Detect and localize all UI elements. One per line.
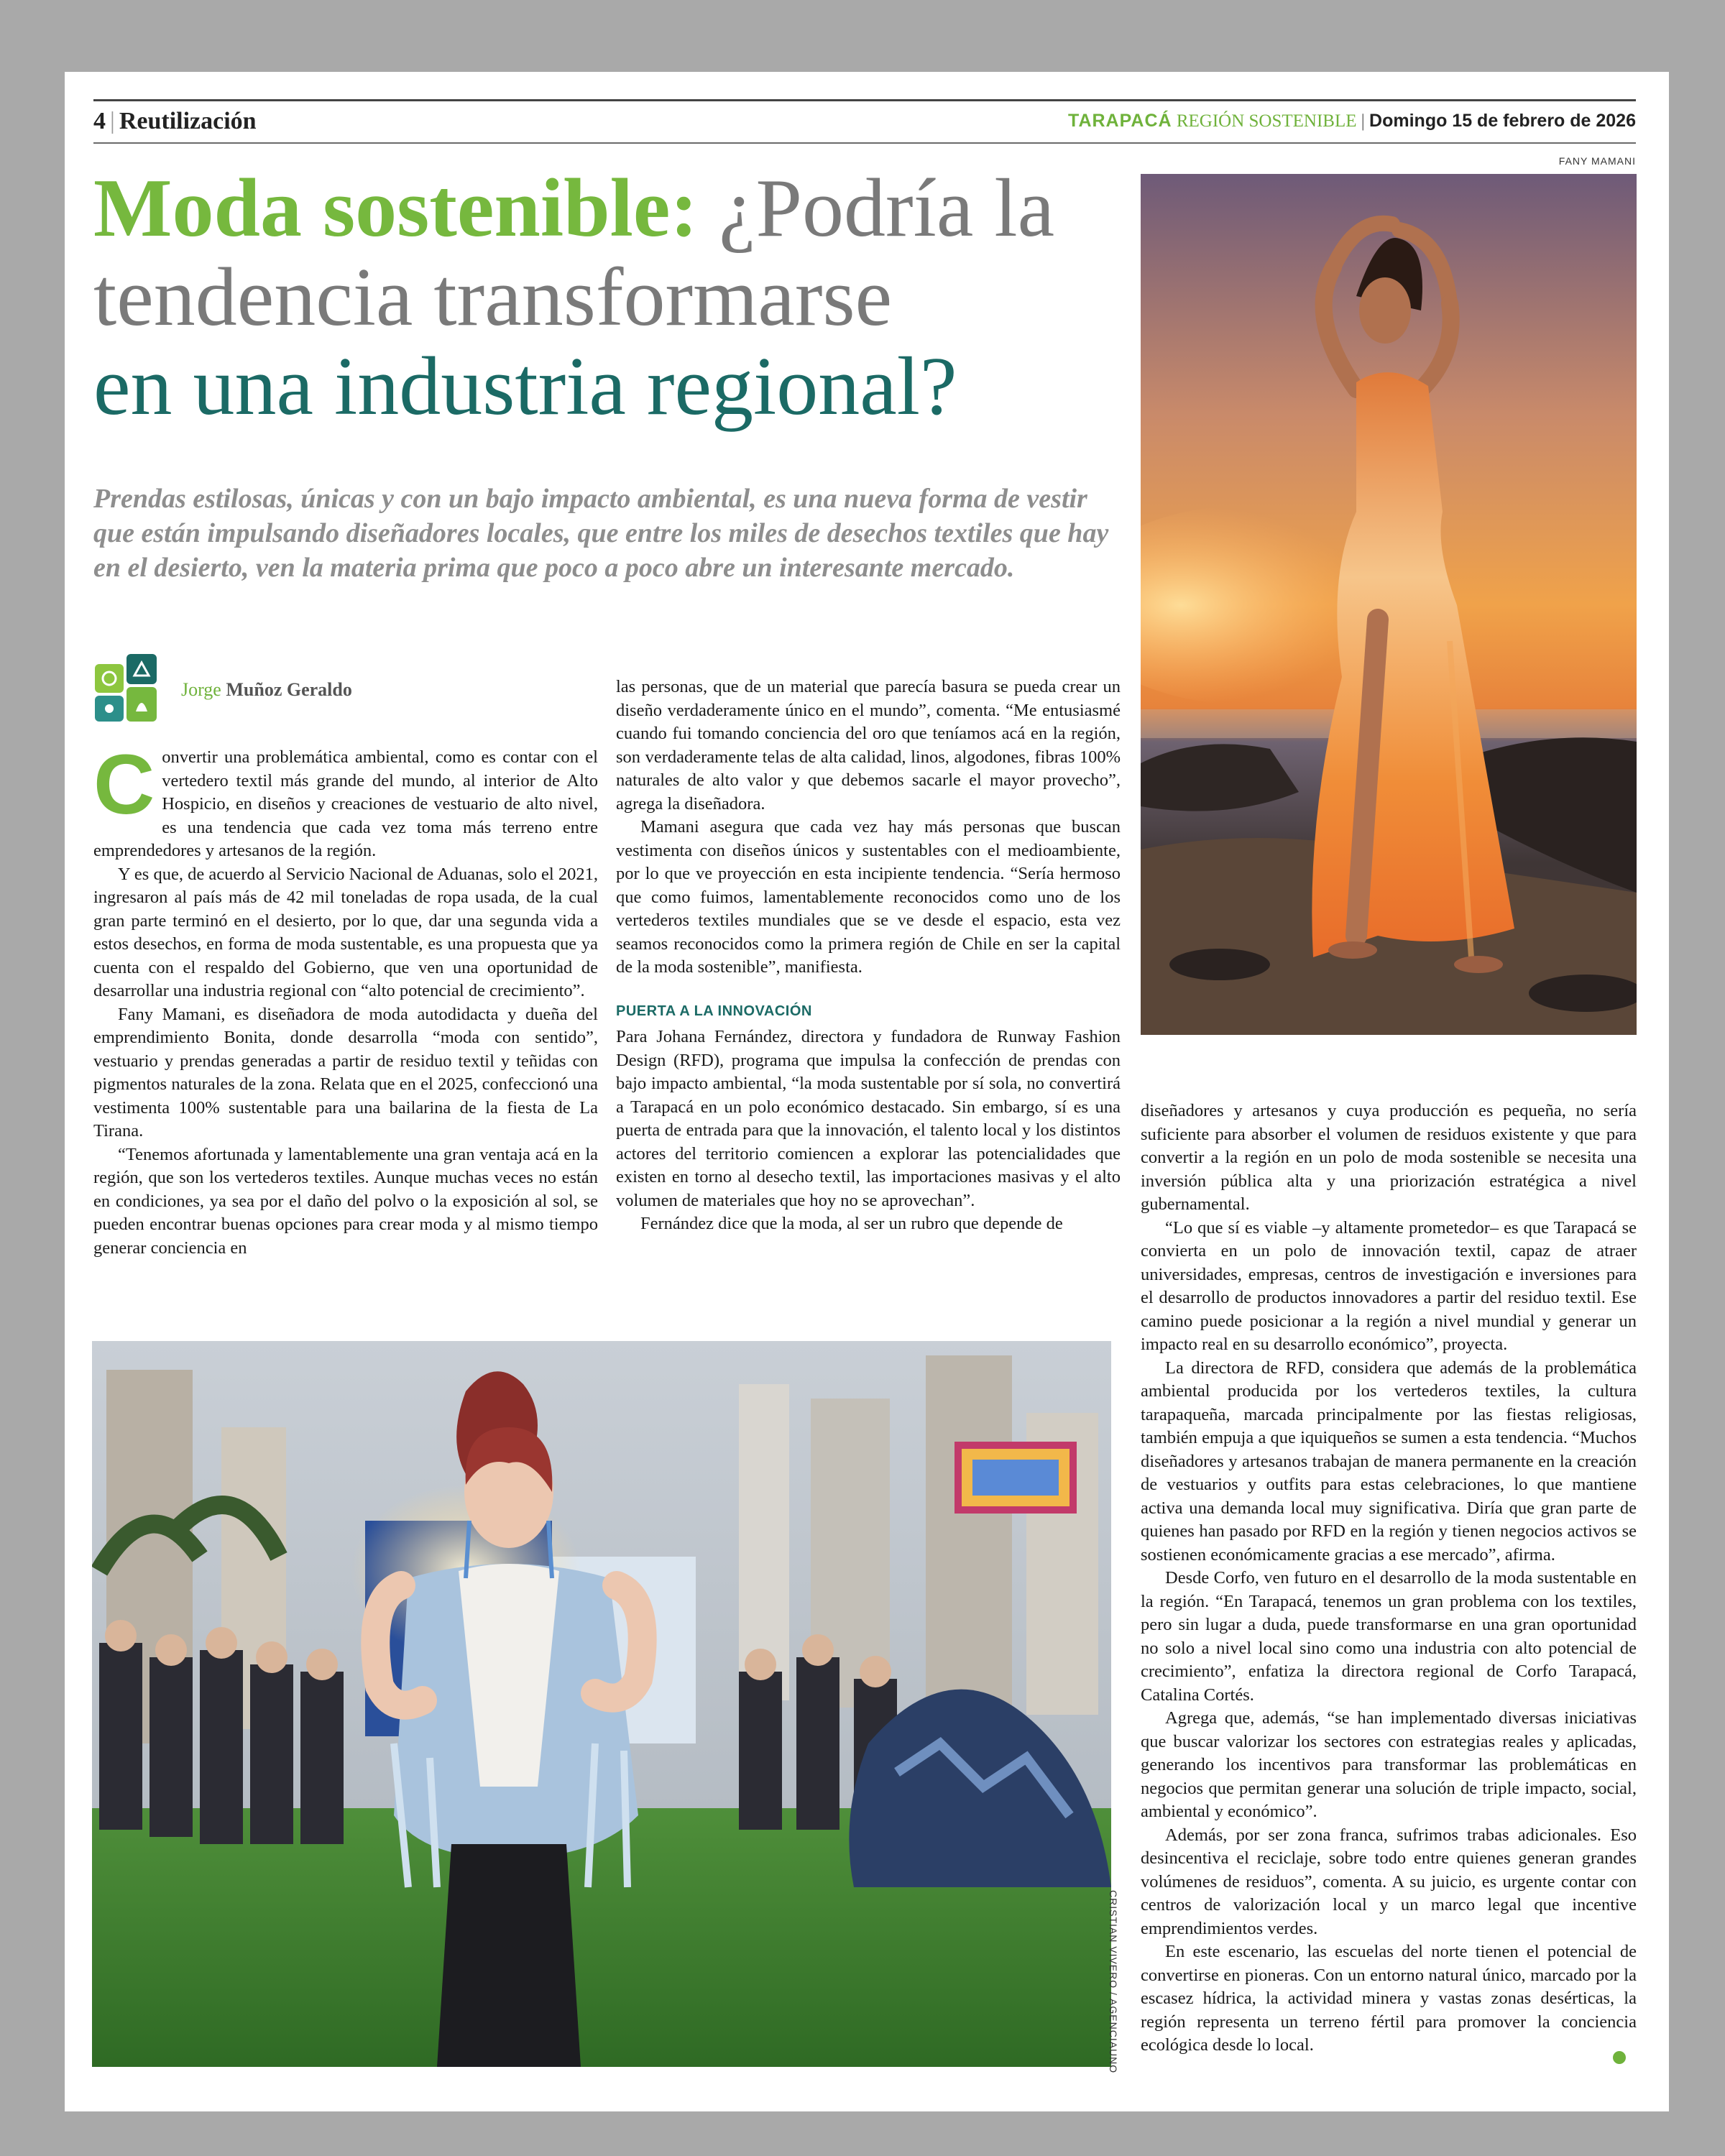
article-paragraph: Fany Mamani, es diseñadora de moda autodidacta y dueña del emprendimiento Bonita, donde desarrolla “moda con sentido”, vestuario y prendas generadas a partir de residuo textil y teñidas con pigmentos naturales de la zona. Relata que en el 2025, confeccionó una vestimenta 100% sustentable para una bailarina de la fiesta de La Tirana. — [93, 1004, 598, 1141]
header-underline — [93, 142, 1636, 144]
header-rule — [93, 99, 1636, 101]
article-paragraph: Para Johana Fernández, directora y fundadora de Runway Fashion Design (RFD), programa que impulsa la confección de prendas con bajo impacto ambiental, “la moda sustentable por sí sola, no convertirá a Tarapacá en un polo económico destacado. Sin embargo, sí es una puerta de entrada para que la innovación, el talento local y los distintos actores del territorio comiencen a explorar las potencialidades que existen en torno al desecho textil, las importaciones masivas y el alto volumen de materiales que hoy no se aprovechan”. — [616, 1027, 1121, 1210]
article-paragraph: Mamani asegura que cada vez hay más personas que buscan vestimenta con diseños únicos y sustentables con el medioambiente, por lo que ve proyección en esta incipiente tendencia. “Sería hermoso que como fuimos, lamentablemente reconocidos como uno de los vertederos textiles mundiales que se ve desde el espacio, esta vez seamos reconocidos como la primera región de Chile en ser la capital de la moda sostenible”, manifiesta. — [616, 817, 1121, 977]
issue-date: Domingo 15 de febrero de 2026 — [1369, 111, 1636, 131]
article-paragraph: Desde Corfo, ven futuro en el desarrollo de la moda sustentable en la región. “En Tarapacá, tenemos un gran problema con los textiles, pero sin lugar a duda, puede transformarse en una gran oportunidad no solo a nivel local sino como una industria con alto potencial de crecimiento”, enfatiza la directora regional de Corfo Tarapacá, Catalina Cortés. — [1141, 1568, 1637, 1705]
headline-end: en una industria regional? — [93, 341, 957, 433]
section-logo-icon — [95, 654, 164, 723]
page-number: 4 — [93, 108, 106, 134]
brand-name: TARAPACÁ — [1068, 111, 1172, 131]
photo-credit-top: FANY MAMANI — [1558, 155, 1636, 167]
dancer-photo — [1141, 174, 1637, 1035]
article-column-3 — [1141, 1100, 1637, 2058]
page-header — [93, 108, 1636, 139]
article-paragraph: Y es que, de acuerdo al Servicio Nacional de Aduanas, solo el 2021, ingresaron al país más de 42 mil toneladas de ropa usada, de la cual gran parte terminó en el desierto, por lo que, dar una segunda vida a estos desechos, en forma de moda sustentable, es una propuesta que ya cuenta con el respaldo del Gobierno, que ven una oportunidad de desarrollar una industria regional con “alto potencial de crecimiento”. — [93, 864, 598, 1000]
author-last-name: Muñoz Geraldo — [226, 679, 352, 700]
end-of-article-icon — [1613, 2051, 1626, 2064]
fashion-event-photo — [92, 1341, 1111, 2067]
section-subhead: PUERTA A LA INNOVACIÓN — [616, 1003, 812, 1019]
article-paragraph: “Lo que sí es viable –y altamente prometedor– es que Tarapacá se convierta en un polo de innovación textil, capaz de atraer universidades, empresas, centros de investigación e inversiones para el desarrollo de productos innovadores a partir del residuo textil. Ese camino puede posicionar a la región a nivel mundial y generar un impacto real en su desarrollo económico”, proyecta. — [1141, 1217, 1637, 1354]
brand-subtitle: REGIÓN SOSTENIBLE — [1176, 111, 1357, 131]
article-paragraph: La directora de RFD, considera que además de la problemática ambiental producida por los vertederos textiles, la cultura tarapaqueña, marcada principalmente por las fiestas religiosas, también empuja a que iquiqueños se sumen a esta tendencia. “Muchos diseñadores y artesanos trabajan de manera permanente en la creación de vestuarios y outfits para estas celebraciones, lo que mantiene activa una demanda local muy significativa. Diría que gran parte de quienes han pasado por RFD en la región y tienen negocios activos se sostienen económicamente gracias a ese mercado”, afirma. — [1141, 1358, 1637, 1565]
article-column-2 — [616, 676, 1121, 1236]
standfirst: Prendas estilosas, únicas y con un bajo impacto ambiental, es una nueva forma de vestir que están impulsando diseñadores locales, que entre los miles de desechos textiles que hay en el desierto, ven la materia prima que poco a poco abre un interesante mercado. — [93, 484, 1109, 583]
article-paragraph: Convertir una problemática ambiental, como es contar con el vertedero textil más grande del mundo, al interior de Alto Hospicio, en diseños y creaciones de vestuario de alto nivel, es una tendencia que cada vez toma más terreno entre emprendedores y artesanos de la región. — [93, 737, 598, 860]
article-paragraph: las personas, que de un material que parecía basura se pueda crear un diseño verdaderamente único en el mundo”, comenta. “Me entusiasmé cuando fui tomando conciencia del oro que teníamos acá en la región, son verdaderamente telas de alta calidad, linos, algodones, fibras 100% naturales de alto valor y que debemos sacarle el mayor provecho”, agrega la diseñadora. — [616, 677, 1121, 814]
headline-middle: ¿Podría la tendencia transformarse — [93, 162, 1055, 344]
article-paragraph: Fernández dice que la moda, al ser un rubro que depende de — [640, 1214, 1063, 1233]
byline — [181, 679, 352, 701]
author-first-name: Jorge — [181, 679, 221, 700]
section-label: 4 | Reutilización — [93, 108, 257, 134]
article-column-1 — [93, 737, 598, 1260]
article-paragraph: Agrega que, además, “se han implementado diversas iniciativas que buscar valorizar los sectores con estrategias reales y aplicadas, generando los incentivos para transformar las problemáticas en negocios que permitan generar una solución de triple impacto, social, ambiental y económico”. — [1141, 1708, 1637, 1821]
drop-cap: C — [93, 737, 155, 832]
masthead-info: TARAPACÁ REGIÓN SOSTENIBLE | Domingo 15 de febrero de 2026 — [1068, 111, 1636, 131]
article-paragraph: En este escenario, las escuelas del norte tienen el potencial de convertirse en pioneras. Con un entorno natural único, marcado por la escasez hídrica, la actividad minera y vastas zonas desérticas, la región representa un terreno fértil para promover la conciencia ecológica desde lo local. — [1141, 1942, 1637, 2055]
photo-credit-bottom: CRISTIAN VIVERO / AGENCIAUNO — [1108, 1890, 1119, 2074]
section-name: Reutilización — [119, 108, 257, 134]
article-paragraph: “Tenemos afortunada y lamentablemente una gran ventaja acá en la región, que son los vertederos textiles. Aunque muchas veces no están en condiciones, ya sea por el daño del polvo o la exposición al sol, se pueden encontrar buenas opciones para crear moda y al mismo tiempo generar conciencia en — [93, 1144, 598, 1258]
newspaper-page — [65, 72, 1669, 2111]
headline — [93, 164, 1186, 431]
article-paragraph: Además, por ser zona franca, sufrimos trabas adicionales. Eso desincentiva el reciclaje, sobre todo entre quienes generan grandes volúmenes de residuos”, comenta. A su juicio, es urgente contar con centros de valorización local y un marco legal que incentive emprendimientos verdes. — [1141, 1825, 1637, 1938]
article-paragraph: diseñadores y artesanos y cuya producción es pequeña, no sería suficiente para absorber el volumen de residuos existente y que para convertir a la región en un polo de moda sostenible se necesita una inversión pública alta y una priorización estratégica a nivel gubernamental. — [1141, 1101, 1637, 1214]
headline-lead: Moda sostenible: — [93, 162, 698, 254]
